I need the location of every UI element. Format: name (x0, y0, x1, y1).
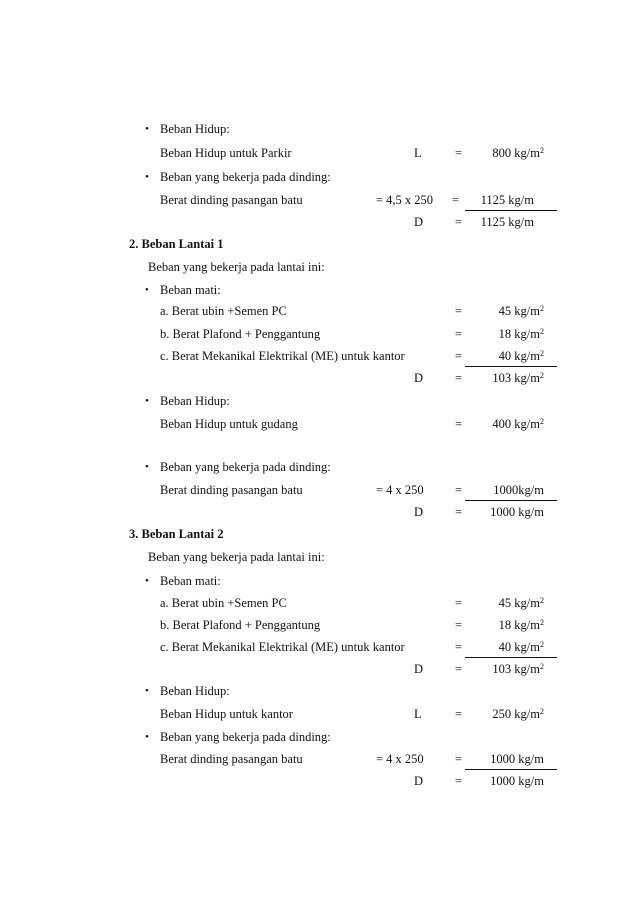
equals-sign: = (455, 596, 463, 610)
sum-rule (465, 657, 557, 658)
symbol-d: D (414, 662, 424, 676)
equals-sign: = (455, 640, 463, 654)
bullet-icon: • (145, 685, 149, 697)
beban-hidup-title: Beban Hidup: (160, 394, 230, 408)
section-intro: Beban yang bekerja pada lantai ini: (148, 260, 325, 274)
symbol-l: L (414, 146, 422, 160)
bullet-icon: • (145, 171, 149, 183)
value: 800 $kg/m^2$ (492, 146, 544, 160)
value: 18 $kg/m^2$ (498, 618, 544, 632)
value: 250 $kg/m^2$ (492, 707, 544, 721)
beban-hidup-title: Beban Hidup: (160, 684, 230, 698)
beban-hidup-item: Beban Hidup untuk kantor (160, 707, 293, 721)
value: 40 $kg/m^2$ (498, 640, 544, 654)
beban-mati-title: Beban mati: (160, 574, 221, 588)
symbol-d: D (414, 505, 424, 519)
item-c: c. Berat Mekanikal Elektrikal (ME) untuk kantor (160, 349, 405, 363)
value: 18 $kg/m^2$ (498, 327, 544, 341)
equals-sign: = (455, 662, 463, 676)
total-value: 103 $kg/m^2$ (492, 371, 544, 385)
beban-dinding-title: Beban yang bekerja pada dinding: (160, 170, 331, 184)
symbol-d: D (414, 774, 424, 788)
beban-dinding-title: Beban yang bekerja pada dinding: (160, 460, 331, 474)
equals-sign: = (455, 349, 463, 363)
bullet-icon: • (145, 575, 149, 587)
value: 1125 kg/m (480, 193, 534, 207)
sum-rule (465, 769, 557, 770)
beban-dinding-title: Beban yang bekerja pada dinding: (160, 730, 331, 744)
total-value: 103 $kg/m^2$ (492, 662, 544, 676)
equals-sign: = (455, 327, 463, 341)
berat-dinding-item: Berat dinding pasangan batu (160, 752, 303, 766)
berat-dinding-item: Berat dinding pasangan batu (160, 193, 303, 207)
equals-sign: = (455, 371, 463, 385)
value: 400 $kg/m^2$ (492, 417, 544, 431)
value: 40 $kg/m^2$ (498, 349, 544, 363)
equals-sign: = (455, 146, 463, 160)
calc: = 4 x 250 (376, 483, 424, 497)
symbol-l: L (414, 707, 422, 721)
value: 45 $kg/m^2$ (498, 304, 544, 318)
equals-sign: = (455, 707, 463, 721)
item-b: b. Berat Plafond + Penggantung (160, 618, 321, 632)
total-value: 1000 kg/m (490, 774, 544, 788)
sum-rule (465, 500, 557, 501)
sum-rule (465, 366, 557, 367)
equals-sign: = (455, 752, 463, 766)
value: 1000 kg/m (490, 752, 544, 766)
equals-sign: = (455, 215, 463, 229)
beban-hidup-item: Beban Hidup untuk Parkir (160, 146, 292, 160)
equals-sign: = (455, 505, 463, 519)
equals-sign: = (455, 774, 463, 788)
symbol-d: D (414, 371, 424, 385)
item-a: a. Berat ubin +Semen PC (160, 596, 287, 610)
equals-sign: = (455, 483, 463, 497)
value: 45 $kg/m^2$ (498, 596, 544, 610)
value: 1000kg/m (493, 483, 544, 497)
bullet-icon: • (145, 461, 149, 473)
beban-hidup-title: Beban Hidup: (160, 122, 230, 136)
sum-rule (465, 210, 557, 211)
item-a: a. Berat ubin +Semen PC (160, 304, 287, 318)
berat-dinding-item: Berat dinding pasangan batu (160, 483, 303, 497)
calc: = 4 x 250 (376, 752, 424, 766)
equals-sign: = (455, 304, 463, 318)
equals-sign: = (452, 193, 460, 207)
calc: = 4,5 x 250 (376, 193, 434, 207)
bullet-icon: • (145, 731, 149, 743)
item-c: c. Berat Mekanikal Elektrikal (ME) untuk kantor (160, 640, 405, 654)
bullet-icon: • (145, 284, 149, 296)
section-heading: 3. Beban Lantai 2 (129, 527, 224, 541)
beban-hidup-item: Beban Hidup untuk gudang (160, 417, 298, 431)
section-heading: 2. Beban Lantai 1 (129, 237, 224, 251)
section-intro: Beban yang bekerja pada lantai ini: (148, 550, 325, 564)
symbol-d: D (414, 215, 424, 229)
bullet-icon: • (145, 123, 149, 135)
bullet-icon: • (145, 395, 149, 407)
equals-sign: = (455, 618, 463, 632)
equals-sign: = (455, 417, 463, 431)
item-b: b. Berat Plafond + Penggantung (160, 327, 321, 341)
total-value: 1000 kg/m (490, 505, 544, 519)
total-value: 1125 kg/m (480, 215, 534, 229)
beban-mati-title: Beban mati: (160, 283, 221, 297)
